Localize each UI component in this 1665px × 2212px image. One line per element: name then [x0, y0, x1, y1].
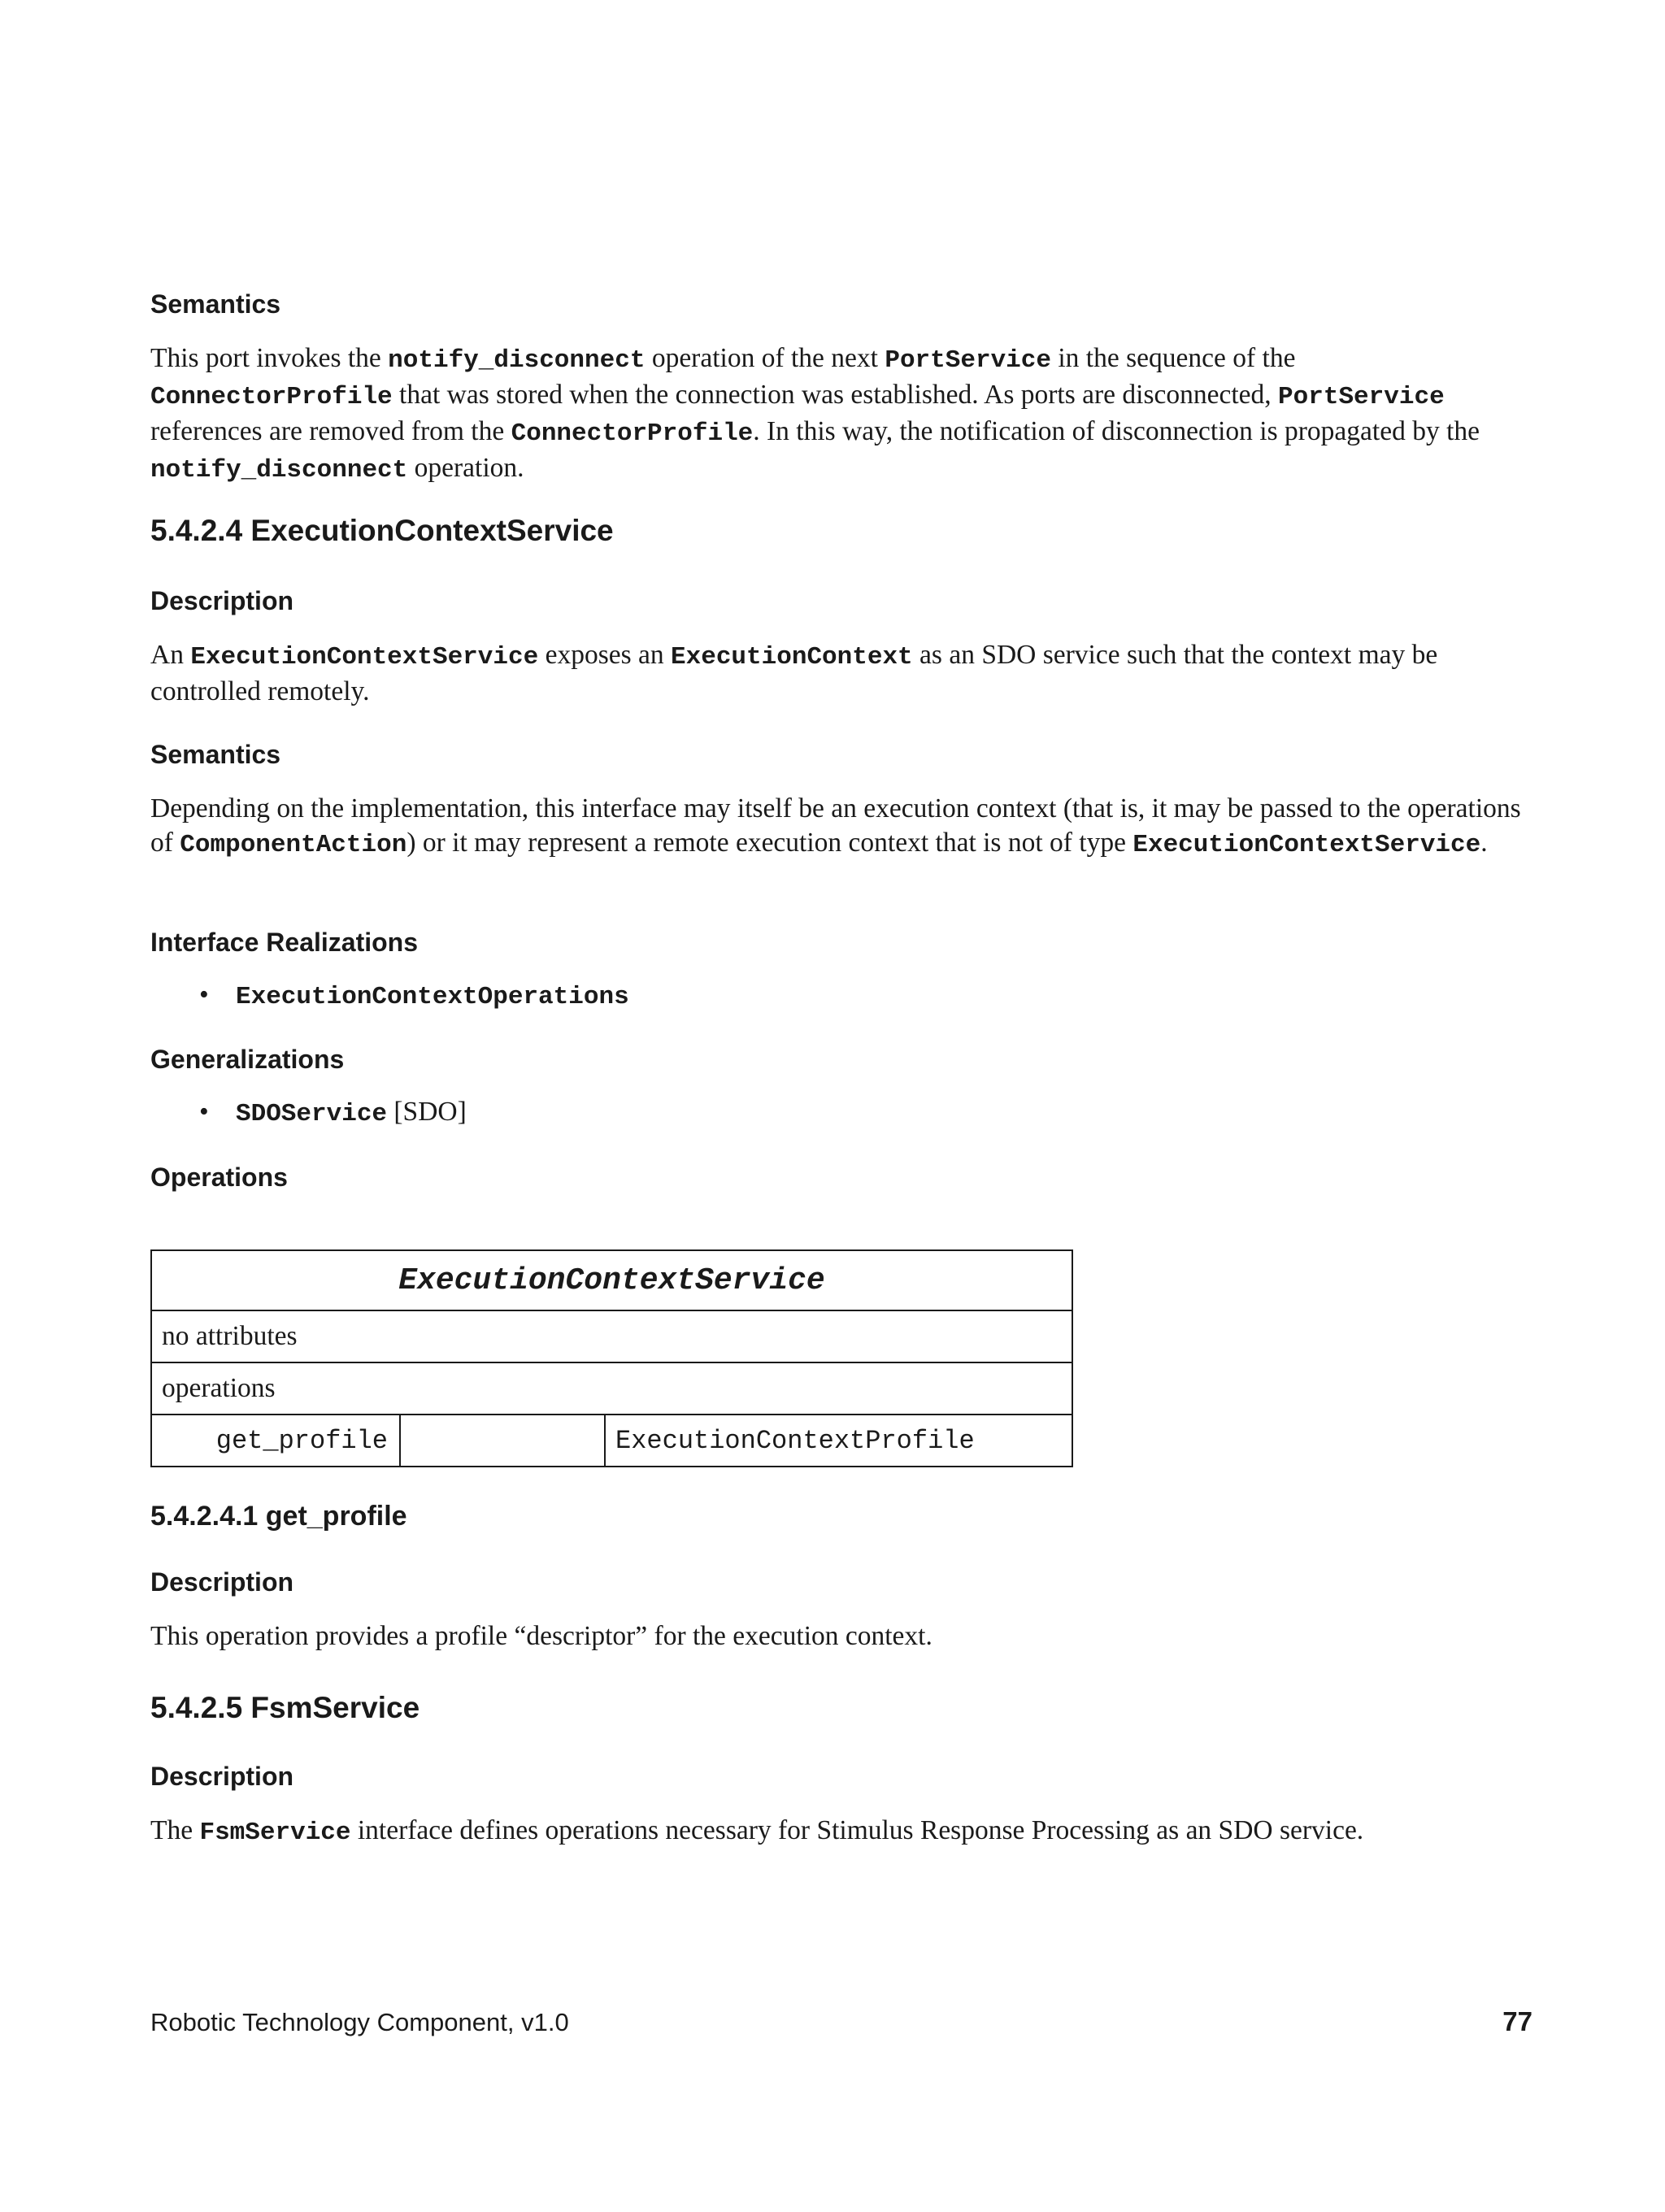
uml-op-return: ExecutionContextProfile — [605, 1415, 1072, 1467]
uml-op-params — [400, 1415, 605, 1467]
semantics-paragraph: This port invokes the notify_disconnect operation of the next PortService in the sequence of the ConnectorProfile that was stored when the connection was established. As ports are disconnected, PortService references are removed from the ConnectorProfile. In this way, the notification of disconnection is propagated by the notify_disconnect operation. — [150, 343, 1480, 485]
semantics-paragraph-2: Depending on the implementation, this interface may itself be an execution context (that is, it may be passed to the operations of ComponentAction) or it may represent a remote execution context that is not of type ExecutionContextService. — [150, 793, 1521, 859]
fsm-service-description: The FsmService interface defines operations necessary for Stimulus Response Processing as an SDO service. — [150, 1815, 1364, 1847]
description-heading: Description — [150, 586, 294, 615]
uml-op-name: get_profile — [151, 1415, 400, 1467]
description-heading-4: Description — [150, 1762, 294, 1791]
description-heading-3: Description — [150, 1567, 294, 1597]
description-paragraph: An ExecutionContextService exposes an ExecutionContext as an SDO service such that the context may be controlled remotely. — [150, 640, 1438, 706]
interface-realizations-heading: Interface Realizations — [150, 928, 418, 957]
generalization-list-item: • SDOService [SDO] — [199, 1097, 467, 1128]
footer-document-title: Robotic Technology Component, v1.0 — [150, 2008, 569, 2036]
semantics-heading: Semantics — [150, 289, 281, 319]
section-heading-fsm-service: 5.4.2.5 FsmService — [150, 1691, 420, 1724]
get-profile-description: This operation provides a profile “descriptor” for the execution context. — [150, 1621, 932, 1651]
subsection-heading-get-profile: 5.4.2.4.1 get_profile — [150, 1501, 407, 1532]
generalizations-heading: Generalizations — [150, 1045, 345, 1074]
operations-heading: Operations — [150, 1162, 288, 1192]
section-heading-execution-context-service: 5.4.2.4 ExecutionContextService — [150, 514, 614, 547]
realization-list-item: • ExecutionContextOperations — [199, 980, 629, 1011]
semantics-heading-2: Semantics — [150, 740, 281, 769]
footer-page-number: 77 — [1502, 2006, 1532, 2036]
uml-class-name: ExecutionContextService — [151, 1250, 1072, 1310]
uml-class-table — [150, 1249, 1073, 1467]
uml-operations-row: operations — [151, 1362, 1072, 1415]
uml-attributes-row: no attributes — [151, 1310, 1072, 1362]
